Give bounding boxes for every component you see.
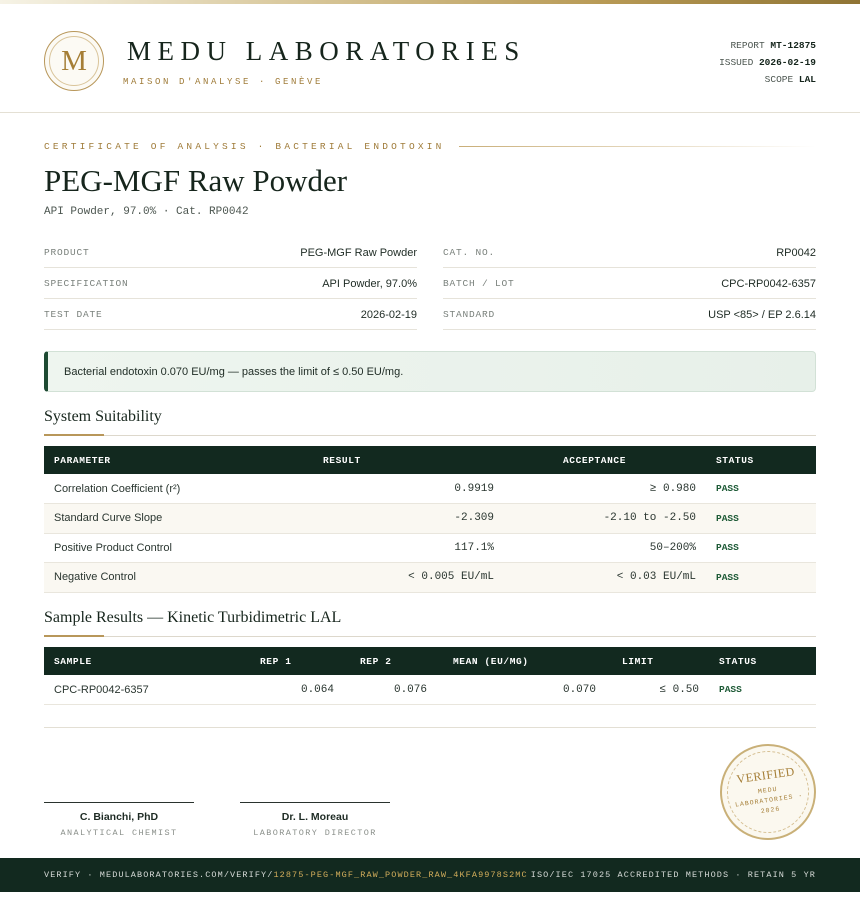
sample-results-table	[44, 647, 816, 705]
divider	[44, 727, 816, 728]
info-row-batch	[443, 268, 816, 299]
meta-report: REPORT MT-12875	[730, 40, 816, 51]
cell-mean: 0.070	[437, 675, 606, 705]
footer	[0, 858, 860, 892]
brand-tagline: MAISON D'ANALYSE · GENÈVE	[123, 77, 324, 87]
meta-issued: ISSUED 2026-02-19	[719, 57, 816, 68]
section-heading-samples	[44, 609, 816, 637]
info-value: USP <85> / EP 2.6.14	[708, 309, 816, 321]
logo-monogram: M	[49, 36, 99, 86]
eyebrow-rule	[459, 146, 816, 147]
verify-link[interactable]: VERIFY · MEDULABORATORIES.COM/VERIFY/12875-PEG-MGF_RAW_POWDER_RAW_4KFA9978S2MC	[44, 870, 528, 880]
meta-scope: SCOPE LAL	[764, 74, 816, 85]
col-header: LIMIT	[606, 647, 709, 675]
section-title: System Suitability	[44, 408, 162, 425]
cell-result: 117.1%	[294, 533, 504, 563]
cell-sample: CPC-RP0042-6357	[44, 675, 244, 705]
suitability-table	[44, 446, 816, 593]
cell-result: -2.309	[294, 504, 504, 534]
col-header: RESULT	[294, 446, 504, 474]
signature-director	[240, 802, 390, 838]
table-row	[44, 474, 816, 504]
signatory-role: LABORATORY DIRECTOR	[253, 828, 377, 838]
cell-parameter: Correlation Coefficient (r²)	[44, 474, 294, 504]
cell-rep1: 0.064	[244, 675, 344, 705]
info-key: PRODUCT	[44, 247, 90, 258]
info-grid-right	[443, 237, 816, 329]
page-title: PEG-MGF Raw Powder	[44, 163, 348, 198]
section-title: Sample Results — Kinetic Turbidimetric LAL	[44, 609, 342, 626]
cell-acceptance: ≥ 0.980	[504, 474, 706, 504]
brand-logo	[44, 31, 104, 91]
result-summary-note: Bacterial endotoxin 0.070 EU/mg — passes the limit of ≤ 0.50 EU/mg.	[44, 351, 816, 392]
status-badge: PASS	[706, 504, 816, 534]
section-accent	[44, 635, 104, 637]
cell-acceptance: -2.10 to -2.50	[504, 504, 706, 534]
info-row-product	[44, 237, 417, 268]
cell-result: 0.9919	[294, 474, 504, 504]
brand-name: MEDU LABORATORIES	[127, 36, 526, 66]
info-row-standard	[443, 299, 816, 330]
report-meta	[719, 37, 816, 88]
cell-parameter: Positive Product Control	[44, 533, 294, 563]
seal-title: VERIFIED	[735, 764, 796, 787]
status-badge: PASS	[706, 474, 816, 504]
info-grid-left	[44, 237, 417, 329]
section-heading-suitability	[44, 408, 816, 436]
col-header: ACCEPTANCE	[504, 446, 706, 474]
info-row-specification	[44, 268, 417, 299]
info-key: SPECIFICATION	[44, 278, 129, 289]
page-subtitle: API Powder, 97.0% · Cat. RP0042	[44, 206, 249, 218]
cell-result: < 0.005 EU/mL	[294, 563, 504, 593]
bottom-margin	[0, 892, 860, 923]
cell-parameter: Standard Curve Slope	[44, 504, 294, 534]
cell-parameter: Negative Control	[44, 563, 294, 593]
info-value: PEG-MGF Raw Powder	[300, 247, 417, 259]
info-row-cat-no	[443, 237, 816, 268]
seal-subtitle: MEDU LABORATORIES · 2026	[734, 785, 804, 816]
col-header: SAMPLE	[44, 647, 244, 675]
info-value: RP0042	[776, 247, 816, 259]
table-row	[44, 504, 816, 534]
info-value: CPC-RP0042-6357	[721, 278, 816, 290]
verified-seal	[714, 738, 822, 846]
table-row	[44, 563, 816, 593]
status-badge: PASS	[706, 563, 816, 593]
eyebrow-text: CERTIFICATE OF ANALYSIS · BACTERIAL ENDOTOXIN	[44, 140, 445, 152]
col-header: MEAN (EU/MG)	[437, 647, 606, 675]
info-key: BATCH / LOT	[443, 278, 515, 289]
header	[0, 4, 860, 113]
section-accent	[44, 434, 104, 436]
table-row	[44, 675, 816, 705]
certificate-eyebrow	[44, 139, 816, 153]
info-key: STANDARD	[443, 309, 496, 320]
status-badge: PASS	[706, 533, 816, 563]
cell-acceptance: 50–200%	[504, 533, 706, 563]
col-header: STATUS	[706, 446, 816, 474]
info-row-test-date	[44, 299, 417, 330]
signatory-name: C. Bianchi, PhD	[79, 811, 159, 823]
status-badge: PASS	[709, 675, 816, 705]
signatory-name: Dr. L. Moreau	[281, 811, 349, 823]
col-header: REP 2	[344, 647, 437, 675]
col-header: STATUS	[709, 647, 816, 675]
footer-accreditation: ISO/IEC 17025 ACCREDITED METHODS · RETAIN 5 YR	[530, 870, 816, 880]
info-value: 2026-02-19	[360, 309, 417, 321]
info-key: TEST DATE	[44, 309, 103, 320]
cell-rep2: 0.076	[344, 675, 437, 705]
table-header-row	[44, 446, 816, 474]
cell-acceptance: < 0.03 EU/mL	[504, 563, 706, 593]
info-value: API Powder, 97.0%	[322, 278, 417, 290]
signatory-role: ANALYTICAL CHEMIST	[60, 828, 178, 838]
col-header: PARAMETER	[44, 446, 294, 474]
table-header-row	[44, 647, 816, 675]
cell-limit: ≤ 0.50	[606, 675, 709, 705]
info-key: CAT. NO.	[443, 247, 496, 258]
verify-code: 12875-PEG-MGF_RAW_POWDER_RAW_4KFA9978S2MC	[273, 870, 528, 880]
signature-analyst	[44, 802, 194, 838]
col-header: REP 1	[244, 647, 344, 675]
table-row	[44, 533, 816, 563]
